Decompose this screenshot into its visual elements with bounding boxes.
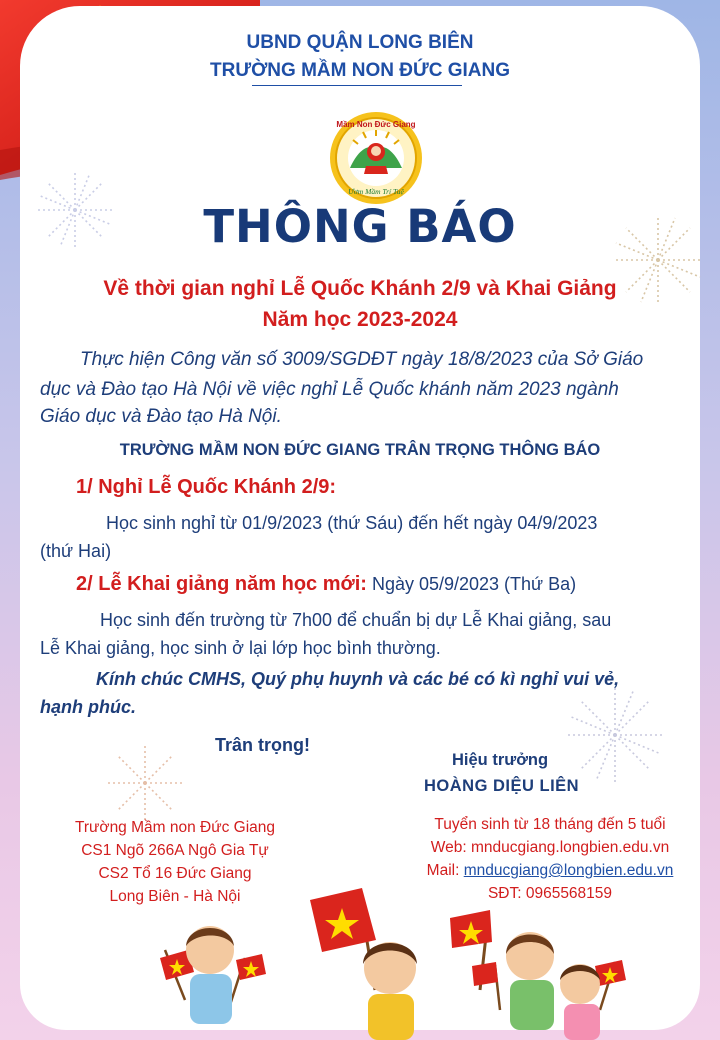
school-name: TRƯỜNG MẦM NON ĐỨC GIANG <box>210 60 510 81</box>
intro-line3: Giáo dục và Đào tạo Hà Nội. <box>40 406 282 427</box>
item2-line2: Lễ Khai giảng, học sinh ở lại lớp học bình thường. <box>40 638 441 658</box>
logo-top-text: Mầm Non Đức Giang <box>336 120 416 129</box>
announce-heading: TRƯỜNG MẦM NON ĐỨC GIANG TRÂN TRỌNG THÔNG BÁO <box>119 441 601 459</box>
notice-subtitle-line2: Năm học 2023-2024 <box>262 308 458 331</box>
footer-school-name: Trường Mầm non Đức Giang <box>74 819 276 836</box>
item2-row <box>76 571 576 597</box>
item1-line2: (thứ Hai) <box>40 541 112 561</box>
footer-website[interactable]: Web: mnducgiang.longbien.edu.vn <box>430 839 670 856</box>
item2-line1: Học sinh đến trường từ 7h00 để chuẩn bị dự Lễ Khai giảng, sau <box>100 610 612 630</box>
firework-icon <box>100 738 190 828</box>
wish-line2: hạnh phúc. <box>40 697 136 717</box>
logo-bottom-text: Ươm Mầm Trí Tuệ <box>348 187 404 196</box>
intro-line1: Thực hiện Công văn số 3009/SGDĐT ngày 18/8/2023 của Sở Giáo <box>80 349 644 370</box>
signer-role: Hiệu trưởng <box>452 751 549 769</box>
children-with-flags-illustration <box>150 880 650 1040</box>
item2-date: Ngày 05/9/2023 (Thứ Ba) <box>366 574 577 594</box>
item1-line1: Học sinh nghỉ từ 01/9/2023 (thứ Sáu) đến hết ngày 04/9/2023 <box>106 513 598 533</box>
footer-campus2: CS2 Tổ 16 Đức Giang <box>98 865 252 882</box>
footer-mail-label: Mail: <box>426 862 464 879</box>
wish-line1: Kính chúc CMHS, Quý phụ huynh và các bé có kì nghỉ vui vẻ, <box>96 669 620 689</box>
header-underline <box>252 85 462 86</box>
footer-enrollment: Tuyển sinh từ 18 tháng đến 5 tuổi <box>434 816 666 833</box>
notice-subtitle-line1: Về thời gian nghỉ Lễ Quốc Khánh 2/9 và Khai Giảng <box>103 277 617 300</box>
footer-city: Long Biên - Hà Nội <box>109 888 241 905</box>
item1-heading: 1/ Nghỉ Lễ Quốc Khánh 2/9: <box>76 476 337 498</box>
footer-phone: SĐT: 0965568159 <box>487 885 613 902</box>
item2-heading: 2/ Lễ Khai giảng năm học mới: <box>76 573 367 595</box>
intro-line2: dục và Đào tạo Hà Nội về việc nghỉ Lễ Quốc khánh năm 2023 ngành <box>40 379 619 400</box>
firework-icon <box>560 680 670 790</box>
regards-text: Trân trọng! <box>215 735 310 755</box>
school-logo-icon <box>328 110 424 206</box>
footer-mail-row <box>400 859 700 882</box>
notice-title: THÔNG BÁO <box>203 200 517 253</box>
footer-campus1: CS1 Ngõ 266A Ngô Gia Tự <box>81 842 269 859</box>
footer-mail-link[interactable]: mnducgiang@longbien.edu.vn <box>463 862 674 879</box>
signer-name: HOÀNG DIỆU LIÊN <box>424 777 580 795</box>
district-name: UBND QUẬN LONG BIÊN <box>246 32 474 53</box>
